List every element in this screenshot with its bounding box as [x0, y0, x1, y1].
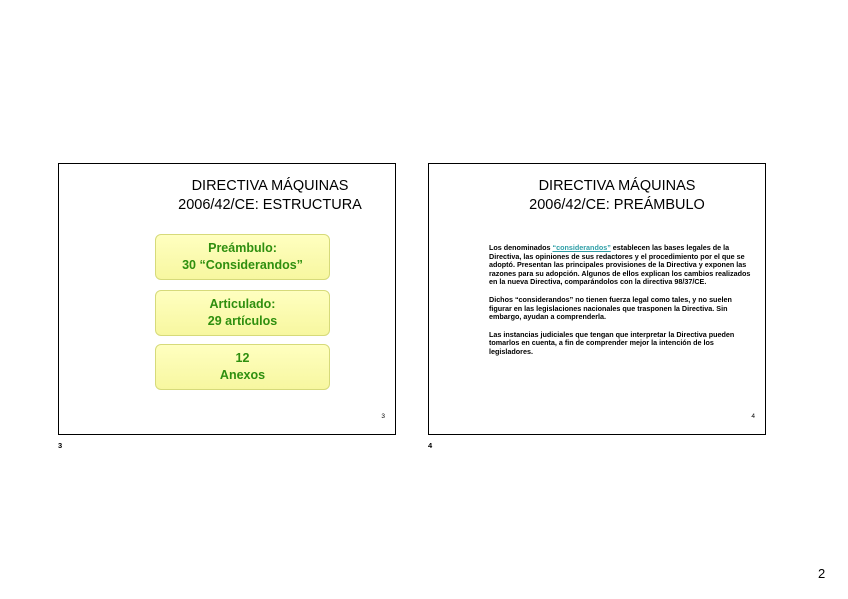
slide-title-line2: 2006/42/CE: ESTRUCTURA [178, 197, 362, 213]
considerandos-link[interactable]: “considerandos” [552, 243, 611, 252]
slide-preambulo [428, 163, 766, 435]
slide-title [159, 177, 381, 215]
slide-caption-number: 3 [58, 441, 63, 450]
slide-title [469, 177, 765, 215]
slide-title-line1: DIRECTIVA MÁQUINAS [191, 178, 349, 194]
box-line2: 29 artículos [207, 314, 278, 328]
box-line2: Anexos [219, 368, 266, 382]
paragraph-text: Los denominados [489, 243, 553, 252]
slide-number: 3 [381, 413, 385, 420]
preambulo-box [155, 234, 330, 280]
anexos-box [155, 344, 330, 390]
articulado-box [155, 290, 330, 336]
paragraph-2: Dichos “considerandos” no tienen fuerza legal como tales, y no suelen figurar en las legislaciones nacionales que trasponen la Directiva. Sin embargo, ayudan a comprenderla. [489, 294, 732, 322]
box-line1: Articulado: [209, 297, 276, 311]
box-line2: 30 “Considerandos” [182, 258, 303, 272]
slide-caption-number: 4 [428, 441, 433, 450]
paragraph-1 [451, 244, 751, 287]
page-number: 2 [818, 566, 826, 581]
paragraph-3: Las instancias judiciales que tengan que interpretar la Directiva pueden tomarlos en cuenta, a fin de comprender mejor la intención de los legisladores. [489, 329, 735, 356]
preamble-text [451, 244, 751, 366]
box-line1: 12 [235, 351, 250, 365]
slide-title-line2: 2006/42/CE: PREÁMBULO [529, 197, 705, 213]
slide-estructura [58, 163, 396, 435]
slide-number: 4 [751, 413, 755, 420]
box-line1: Preámbulo: [208, 241, 277, 255]
slide-title-line1: DIRECTIVA MÁQUINAS [538, 178, 696, 194]
paragraph-text: establecen las bases legales de la Directiva, las opiniones de sus redactores y el procedimiento por el que se adoptó. Presentan las principales provisiones de la Directiva y exponen las razones para su adopción. Algunos de ellos explican los cambios realizados en la nueva Directiva, comparándolos con la directiva 98/37/CE. [489, 243, 751, 287]
